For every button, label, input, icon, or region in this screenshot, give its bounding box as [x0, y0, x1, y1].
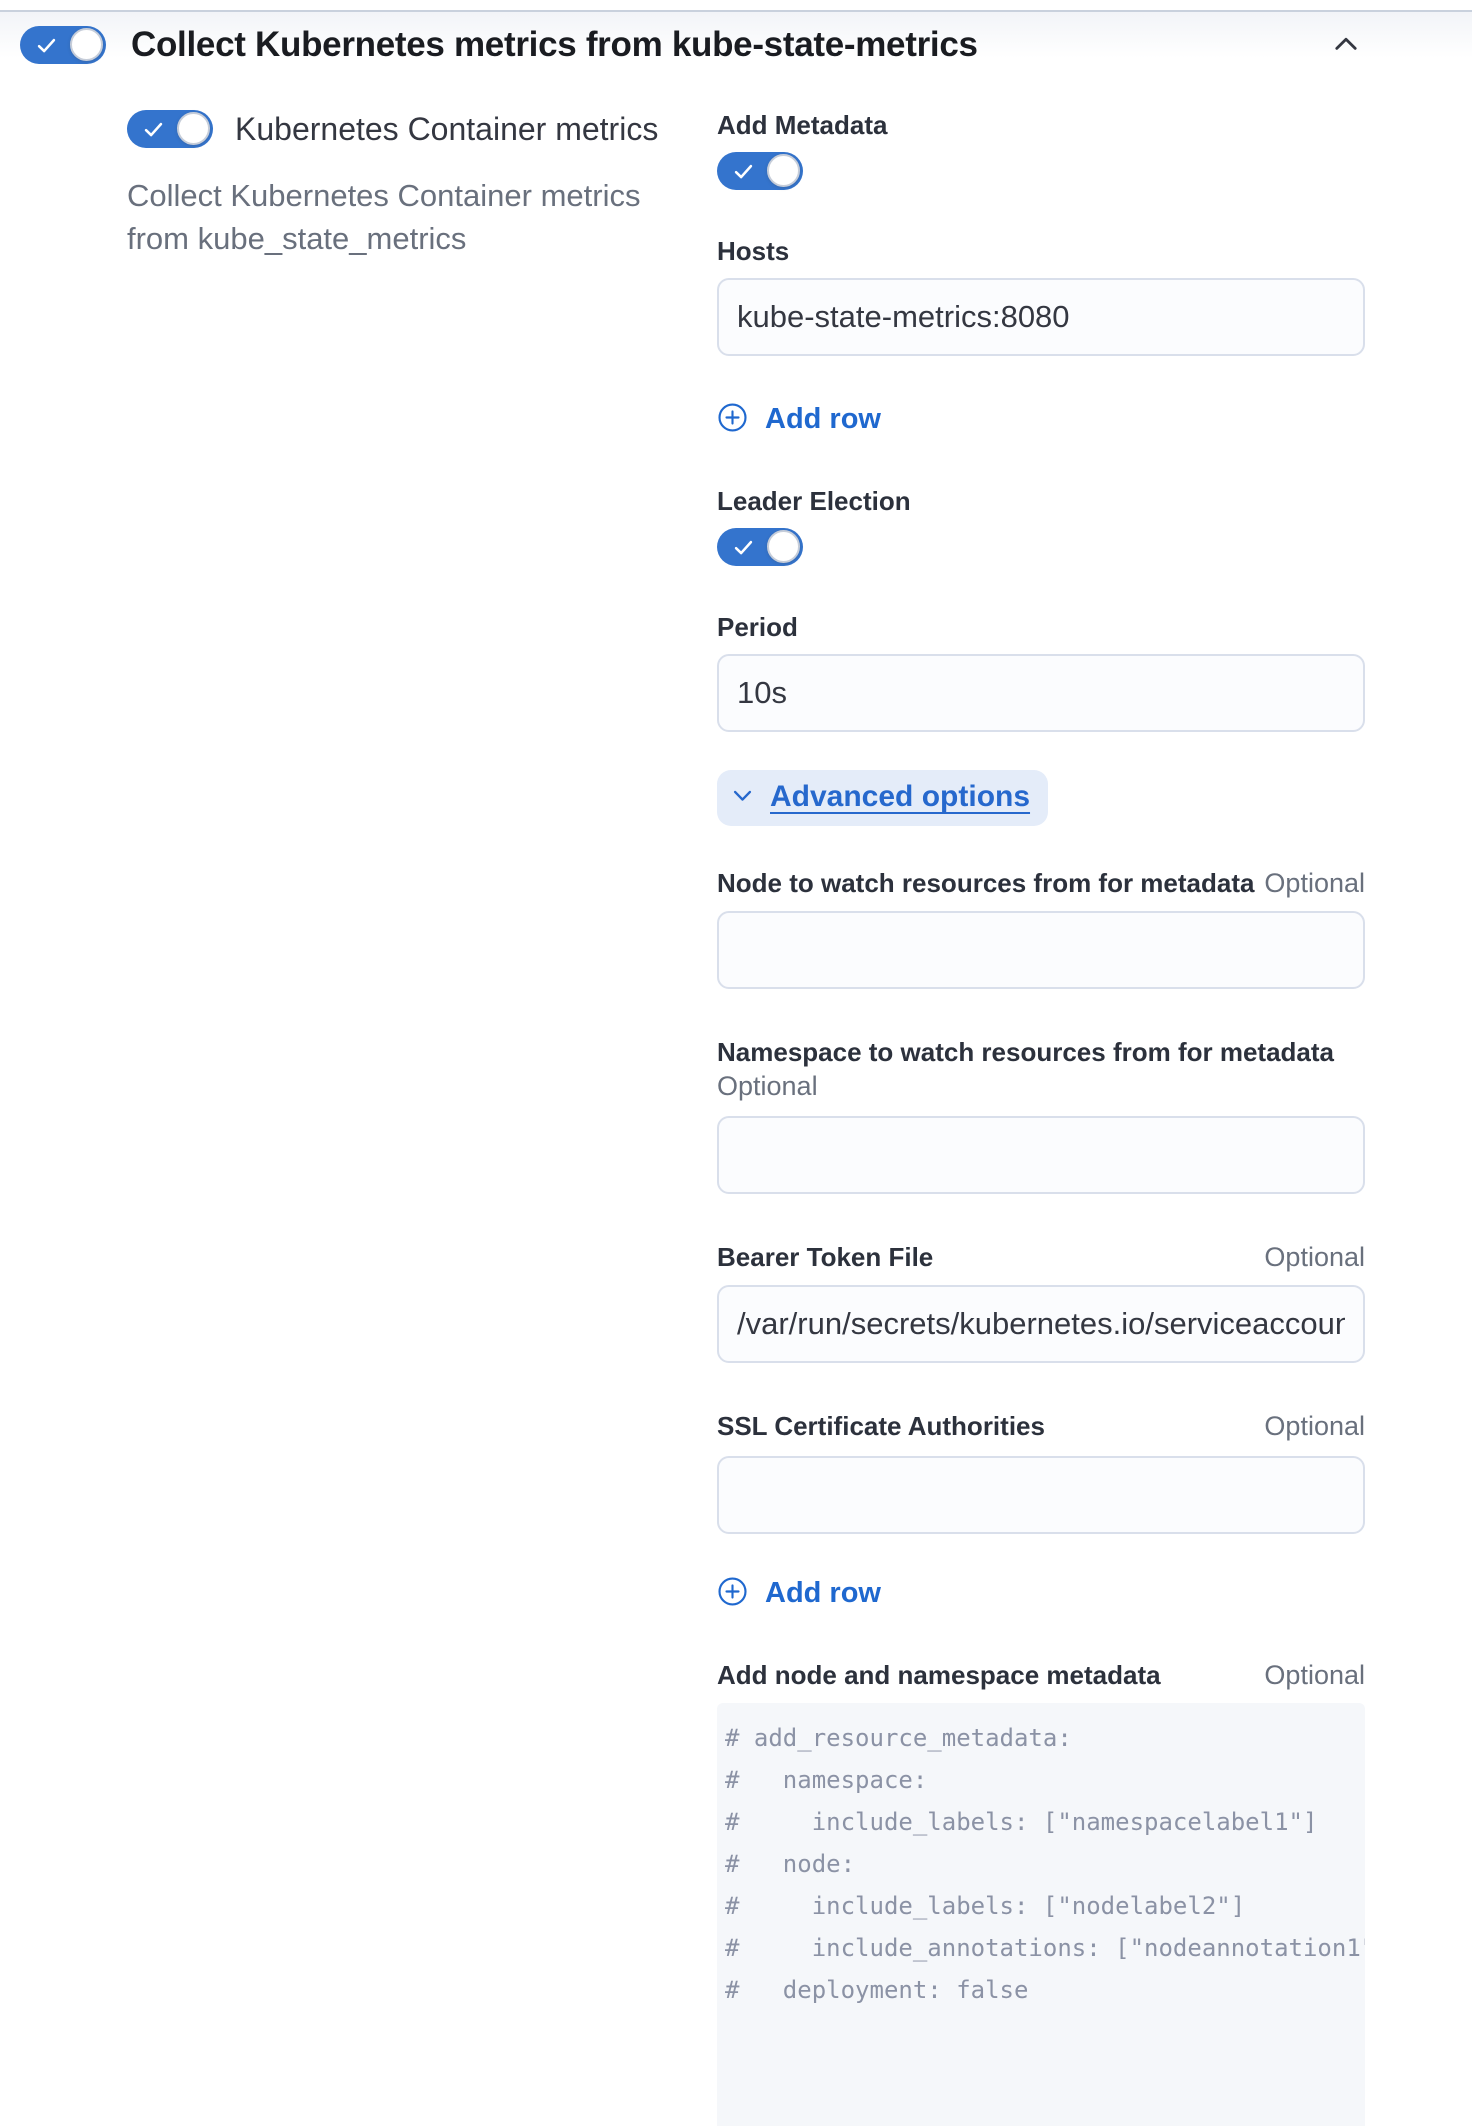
stream-info-column — [127, 110, 707, 260]
optional-badge: Optional — [1264, 868, 1365, 898]
namespace-watch-label: Namespace to watch resources from for metadata — [717, 1037, 1334, 1067]
toggle-knob — [177, 112, 210, 145]
check-icon — [33, 32, 60, 62]
add-row-label: Add row — [765, 402, 881, 435]
node-watch-label-row — [717, 868, 1365, 899]
leader-election-label: Leader Election — [717, 486, 911, 516]
ssl-ca-label-row — [717, 1411, 1365, 1442]
advanced-options-label: Advanced options — [770, 780, 1031, 813]
period-input[interactable] — [717, 654, 1365, 732]
node-watch-label: Node to watch resources from for metadata — [717, 868, 1255, 898]
settings-column — [717, 110, 1365, 2126]
accordion-header — [0, 10, 1472, 80]
accordion-title: Collect Kubernetes metrics from kube-state-metrics — [131, 25, 978, 64]
chevron-up-icon — [1330, 28, 1362, 63]
bearer-token-input[interactable] — [717, 1285, 1365, 1363]
hosts-input[interactable] — [717, 278, 1365, 356]
optional-badge: Optional — [717, 1071, 818, 1101]
hosts-add-row-button[interactable] — [717, 402, 881, 436]
resource-metadata-textarea[interactable] — [717, 1703, 1365, 2126]
stream-description: Collect Kubernetes Container metrics from kube_state_metrics — [127, 178, 641, 256]
advanced-options-button[interactable] — [717, 770, 1048, 826]
stream-title: Kubernetes Container metrics — [235, 110, 659, 147]
chevron-down-icon — [729, 782, 756, 812]
ssl-ca-input[interactable] — [717, 1456, 1365, 1534]
add-row-label: Add row — [765, 1576, 881, 1609]
toggle-knob — [767, 154, 800, 187]
collapse-accordion-button[interactable] — [1330, 28, 1362, 63]
toggle-knob — [767, 530, 800, 563]
ssl-ca-label: SSL Certificate Authorities — [717, 1411, 1045, 1441]
accordion-body — [0, 80, 1472, 2126]
bearer-token-label-row — [717, 1242, 1365, 1273]
bearer-token-label: Bearer Token File — [717, 1242, 934, 1272]
node-watch-input[interactable] — [717, 911, 1365, 989]
check-icon — [730, 158, 757, 188]
ssl-ca-add-row-button[interactable] — [717, 1576, 881, 1610]
hosts-label: Hosts — [717, 236, 790, 266]
add-metadata-label: Add Metadata — [717, 110, 888, 140]
optional-badge: Optional — [1264, 1242, 1365, 1272]
optional-badge: Optional — [1264, 1411, 1365, 1441]
plus-circle-icon — [717, 1576, 748, 1610]
period-label: Period — [717, 612, 798, 642]
resource-metadata-label: Add node and namespace metadata — [717, 1660, 1161, 1690]
stream-toggle-row — [127, 110, 707, 148]
container-metrics-toggle[interactable] — [127, 110, 213, 148]
check-icon — [730, 534, 757, 564]
add-metadata-toggle[interactable] — [717, 152, 803, 190]
toggle-knob — [70, 28, 103, 61]
collect-metrics-toggle[interactable] — [20, 26, 106, 64]
plus-circle-icon — [717, 402, 748, 436]
optional-badge: Optional — [1264, 1660, 1365, 1690]
resource-metadata-label-row — [717, 1660, 1365, 1691]
leader-election-toggle[interactable] — [717, 528, 803, 566]
check-icon — [140, 116, 167, 146]
namespace-watch-input[interactable] — [717, 1116, 1365, 1194]
